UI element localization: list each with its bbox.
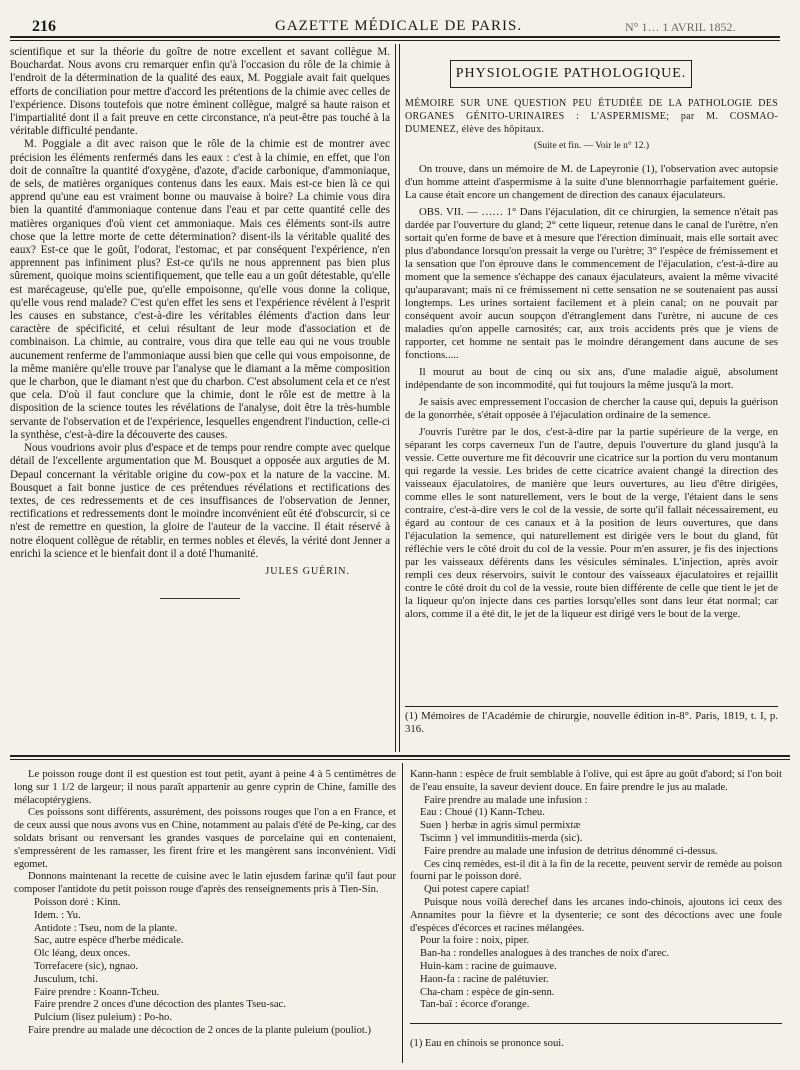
list-item: Jusculum, tchi. xyxy=(34,973,98,985)
footnote-rule xyxy=(410,1023,782,1024)
page-number: 216 xyxy=(32,18,56,35)
paragraph: Puisque nous voilà derechef dans les arcanes indo-chinois, ajoutons ici ceux des Annamites pour la fièvre et la dysenterie; ce sont des décoctions avec une foule d'espèces d'écorces et racines mélangées. xyxy=(410,896,782,934)
footnote: (1) Eau en chinois se prononce soui. xyxy=(410,1038,564,1049)
list-item: Eau : Choué (1) Kann-Tcheu. xyxy=(420,807,545,819)
paragraph: Le poisson rouge dont il est question est tout petit, ayant à peine 4 à 5 centimètres de long sur 1 1/2 de largeur; il nous paraît appartenir au genre cyprin de Chine, famille des mélacoptérygiens. xyxy=(14,769,396,806)
paragraph: On trouve, dans un mémoire de M. de Lapeyronie (1), l'observation avec autopsie d'un homme atteint d'aspermisme à la suite d'une blennorrhagie parfaitement guérie. La cause était encore un changement de direction des canaux éjaculateurs. xyxy=(405,163,778,201)
list-item: Olc léang, deux onces. xyxy=(34,948,131,960)
list-item: Cha-cham : espèce de gin-senn. xyxy=(420,986,555,998)
left-column-top xyxy=(10,46,390,599)
list-item: Antidote : Tseu, nom de la plante. xyxy=(34,922,178,934)
paragraph: scientifique et sur la théorie du goître de notre excellent et savant collègue M. Bouchardat. Nous avons cru remarquer enfin qu'à l'occasion du rôle de la chimie à l'endroit de la détermination de la qualité des eaux, M. Poggiale avait fait quelques efforts de conciliation pour mettre d'accord les prétentions de la chimie avec celles de l'expérience. Disons toutefois que notre éminent collègue, malgré sa haute raison et l'impartialité dont il a fait preuve en cette circonstance, n'a peut-être pas touché à la véritable difficulté pendante. xyxy=(10,46,390,138)
paragraph: Faire prendre au malade une décoction de 2 onces de la plante puleium (pouliot.) xyxy=(28,1024,371,1036)
paragraph: Faire prendre au malade une infusion : xyxy=(424,794,588,806)
journal-title: GAZETTE MÉDICALE DE PARIS. xyxy=(275,18,523,34)
column-divider xyxy=(395,44,400,752)
paragraph: Il mourut au bout de cinq ou six ans, d'une maladie aiguë, absolument indépendante de son incommodité, qui fut toujours la même jusqu'à la mort. xyxy=(405,366,778,391)
list-item: Poisson doré : Kinn. xyxy=(34,896,121,908)
continuation-note: (Suite et fin. — Voir le n° 12.) xyxy=(533,141,650,151)
quote: Qui potest capere capiat! xyxy=(424,884,530,896)
left-column-bottom xyxy=(14,769,396,1038)
list-item: Idem. : Yu. xyxy=(34,909,81,921)
section-divider xyxy=(160,598,240,599)
right-column-bottom xyxy=(410,769,782,1012)
paragraph: Ces poissons sont différents, assurément, des poissons rouges que l'on a en France, et de ceux aussi que nous avons vus en Chine, notamment au palais d'été de Pe-king, car des soldats brisant ou renversant les grandes vasques de porcelaine qui en contenaient, s'empressèrent de les ramasser, les firent frire et les mangèrent sans inconvénient. Vidi egomet. xyxy=(14,807,396,870)
list-item: Sac, autre espèce d'herbe médicale. xyxy=(34,935,184,947)
header-rule xyxy=(10,36,780,41)
feuilleton-rule xyxy=(10,755,790,760)
paragraph: M. Poggiale a dit avec raison que le rôle de la chimie est de montrer avec précision les éléments renfermés dans les eaux : c'est à la chimie, en effet, que l'on doit de connaître la quantité d'oxygène, d'azote, d'acide carbonique, d'ammoniaque, de sels, de matières organiques contenus dans les eaux. Mais est-ce bien là ce qui apprend qu'une eau est vraiment bonne ou mauvaise à boire? La chimie vous dira bien la quantité d'ammoniaque contenue dans l'eau et par cette quantité celle des matières organiques d'où vient cet ammoniaque. Mais ces éléments sont-ils autre chose que la lettre morte de cette détermination? disent-ils la véritable qualité des eaux? Est-ce que le goût, l'odorat, l'estomac, et par conséquent l'expérience, n'en apprennent pas infiniment plus? Est-ce qu'ils ne nous apprennent pas bien plus sûrement, quoique moins scientifiquement, que telle eau a un goût détestable, qu'elle est marécageuse, qu'elle pue, qu'elle empoisonne, qu'elle vous donne la colique, qu'elle vous rend malade? C'est qu'en effet les sens et l'expérience révèlent à l'esprit les causes en substance, c'est-à-dire les véritables éléments d'action dans leur caractère de spécificité, et celui résultant de leur mode d'association et de combinaison. La chimie, au contraire, vous dira que telle eau qui ne vous trouble aucunement renferme de l'ammoniaque aussi bien que celle qui vous empoisonne, de la même manière qu'elle trouve par l'analyse que le diamant a la même composition que le charbon, que le diamant n'est que du charbon. C'est absolument cela et ce n'est que cela. D'où il faut conclure que la chimie, dont le rôle est de mettre à la disposition de la science toutes les révélations de l'analyse, doit être la très-humble servante de l'observation et de l'expérience, lesquelles engendrent l'induction, celle-ci la synthèse, c'est-à-dire la découverte des causes. xyxy=(10,138,390,441)
list-item: Faire prendre : Koann-Tcheu. xyxy=(34,986,160,998)
paragraph: Faire prendre au malade une infusion de detritus dénommé ci-dessus. xyxy=(424,845,718,857)
paragraph: Je saisis avec empressement l'occasion de chercher la cause qui, depuis la guérison de la gonorrhée, s'était opposée à l'éjaculation ordinaire de la semence. xyxy=(405,396,778,421)
section-title: PHYSIOLOGIE PATHOLOGIQUE. xyxy=(450,60,692,88)
right-column-top xyxy=(405,97,778,621)
paragraph: Nous voudrions avoir plus d'espace et de temps pour rendre compte avec quelque détail de l'excellente argumentation que M. Bousquet a opposée aux arguties de M. Depaul concernant la véritable origine du cow-pox et la nature de la vaccine. M. Bousquet a fait bonne justice de ces prétendues révélations et rectifications des textes, de ces redressements et de ces insuffisances de l'observation de Jenner, rectifications et redressements dont le moindre inconvénient eût été d'obscurcir, si ce n'est de remettre en question, la gloire de l'auteur de la vaccine. Il était réservé à notre éloquent collègue de rétablir, en termes nobles et élevés, la vérité dont Jenner a enrichi la science et le bienfait dont il a doté l'humanité. xyxy=(10,442,390,560)
list-item: Pulcium (lisez puleium) : Po-ho. xyxy=(34,1012,172,1024)
list-item: Tscimn } vel immunditiis-merda (sic). xyxy=(420,832,583,844)
paragraph: J'ouvris l'urètre par le dos, c'est-à-dire par la partie supérieure de la verge, en séparant les corps caverneux l'un de l'autre, depuis l'ouverture du gland jusqu'à la vessie. Cette ouverture me fit découvrir une cicatrice sur la portion du veru montanum qui regarde la vessie. Les brides de cette cicatrice avaient changé la direction des vaisseaux éjaculatoires, de manière que leurs ouvertures, au lieu d'être dirigées, comme elles le sont naturellement, vers le bout de la verge, l'étaient dans le sens contraire, c'est-à-dire vers le col de la vessie, de sorte qu'il fallait nécessairement, eu égard au contour de ces canaux et à la position de leurs ouvertures, que dans l'éjaculation la semence, qui naturellement est dirigée vers le bout du gland, fût réfléchie vers le côté droit du col de la vessie. Pour m'en assurer, je fis des injections par les vaisseaux déférents dans les vésicules séminales. L'injection, après avoir rempli ces deux réservoirs, suivit le contour des vaisseaux éjaculatoires et rejaillit contre le côté droit du col de la vessie, route bien différente de celle que tient le jet de la liqueur qu'on injecte dans ces parties lorsqu'elles sont dans leur état normal; car alors, comme il a été dit, le jet de la liqueur est dirigé vers le bout de la verge. xyxy=(405,426,778,620)
footnote: (1) Mémoires de l'Académie de chirurgie, nouvelle édition in-8°. Paris, 1819, t. I, p. 316. xyxy=(405,710,778,735)
issue-date: N° 1… 1 AVRIL 1852. xyxy=(625,20,736,34)
author-signature: JULES GUÉRIN. xyxy=(265,565,350,577)
list-item: Tan-baï : écorce d'orange. xyxy=(420,999,530,1011)
footnote-rule xyxy=(405,706,778,707)
observation: OBS. VII. — …… 1° Dans l'éjaculation, dit ce chirurgien, la semence n'était pas dardée par l'ouverture du gland; 2° cette liqueur, retenue dans le canal de l'urètre, n'en sortait qu'en forme de bave et à mesure que l'érection diminuait, mais elle sortait avec plus d'abondance lorsqu'on pressait la verge ou l'urètre; 3° l'espèce de frémissement et la sensation que l'on éprouve dans le commencement de l'éjaculation, c'est-à-dire au moment que la semence s'échappe des canaux éjaculateurs, avaient la même vivacité qu'auparavant; mais ni ce frémissement ni cette sensation ne se soutenaient pas aussi longtemps. Les urines sortaient facilement et à plein canal; on ne pouvait par conséquent avoir aucun soupçon d'étranglement dans l'urètre, ni aucune de ces maladies qu'on appelle carnosités; car, aux trois accidents près que je viens de rapporter, cet homme ne sentait pas le moindre dérangement dans aucune de ses fonctions..... xyxy=(405,206,778,361)
list-item: Ban-ha : rondelles analogues à des tranches de noix d'arec. xyxy=(420,948,669,960)
paragraph: Ces cinq remèdes, est-il dit à la fin de la recette, peuvent servir de remède au poison fourni par le poisson doré. xyxy=(410,858,782,883)
paragraph: Kann-hann : espèce de fruit semblable à l'olive, qui est âpre au goût d'abord; si l'on boit de l'eau ensuite, la saveur devient douce. En faire prendre le jus au malade. xyxy=(410,769,782,793)
list-item: Pour la foire : noix, piper. xyxy=(420,935,530,947)
column-divider xyxy=(402,763,403,1063)
list-item: Torrefacere (sic), ngnao. xyxy=(34,960,138,972)
paragraph: Donnons maintenant la recette de cuisine avec le latin ejusdem farinæ qu'il faut pour composer l'antidote du petit poisson rouge d'après des renseignements pris à Tien-Sin. xyxy=(14,871,396,896)
memoir-heading: MÉMOIRE SUR UNE QUESTION PEU ÉTUDIÉE DE LA PATHOLOGIE DES ORGANES GÉNITO-URINAIRES : L'ASPERMISME; par M. COSMAO-DUMENEZ, élève des hôpitaux. xyxy=(405,98,778,135)
list-item: Suen } herbæ in agris simul permixtæ xyxy=(420,820,581,832)
list-item: Huin-kam : racine de guimauve. xyxy=(420,960,557,972)
list-item: Faire prendre 2 onces d'une décoction des plantes Tseu-sac. xyxy=(34,999,286,1011)
list-item: Haon-fa : racine de palétuvier. xyxy=(420,973,549,985)
